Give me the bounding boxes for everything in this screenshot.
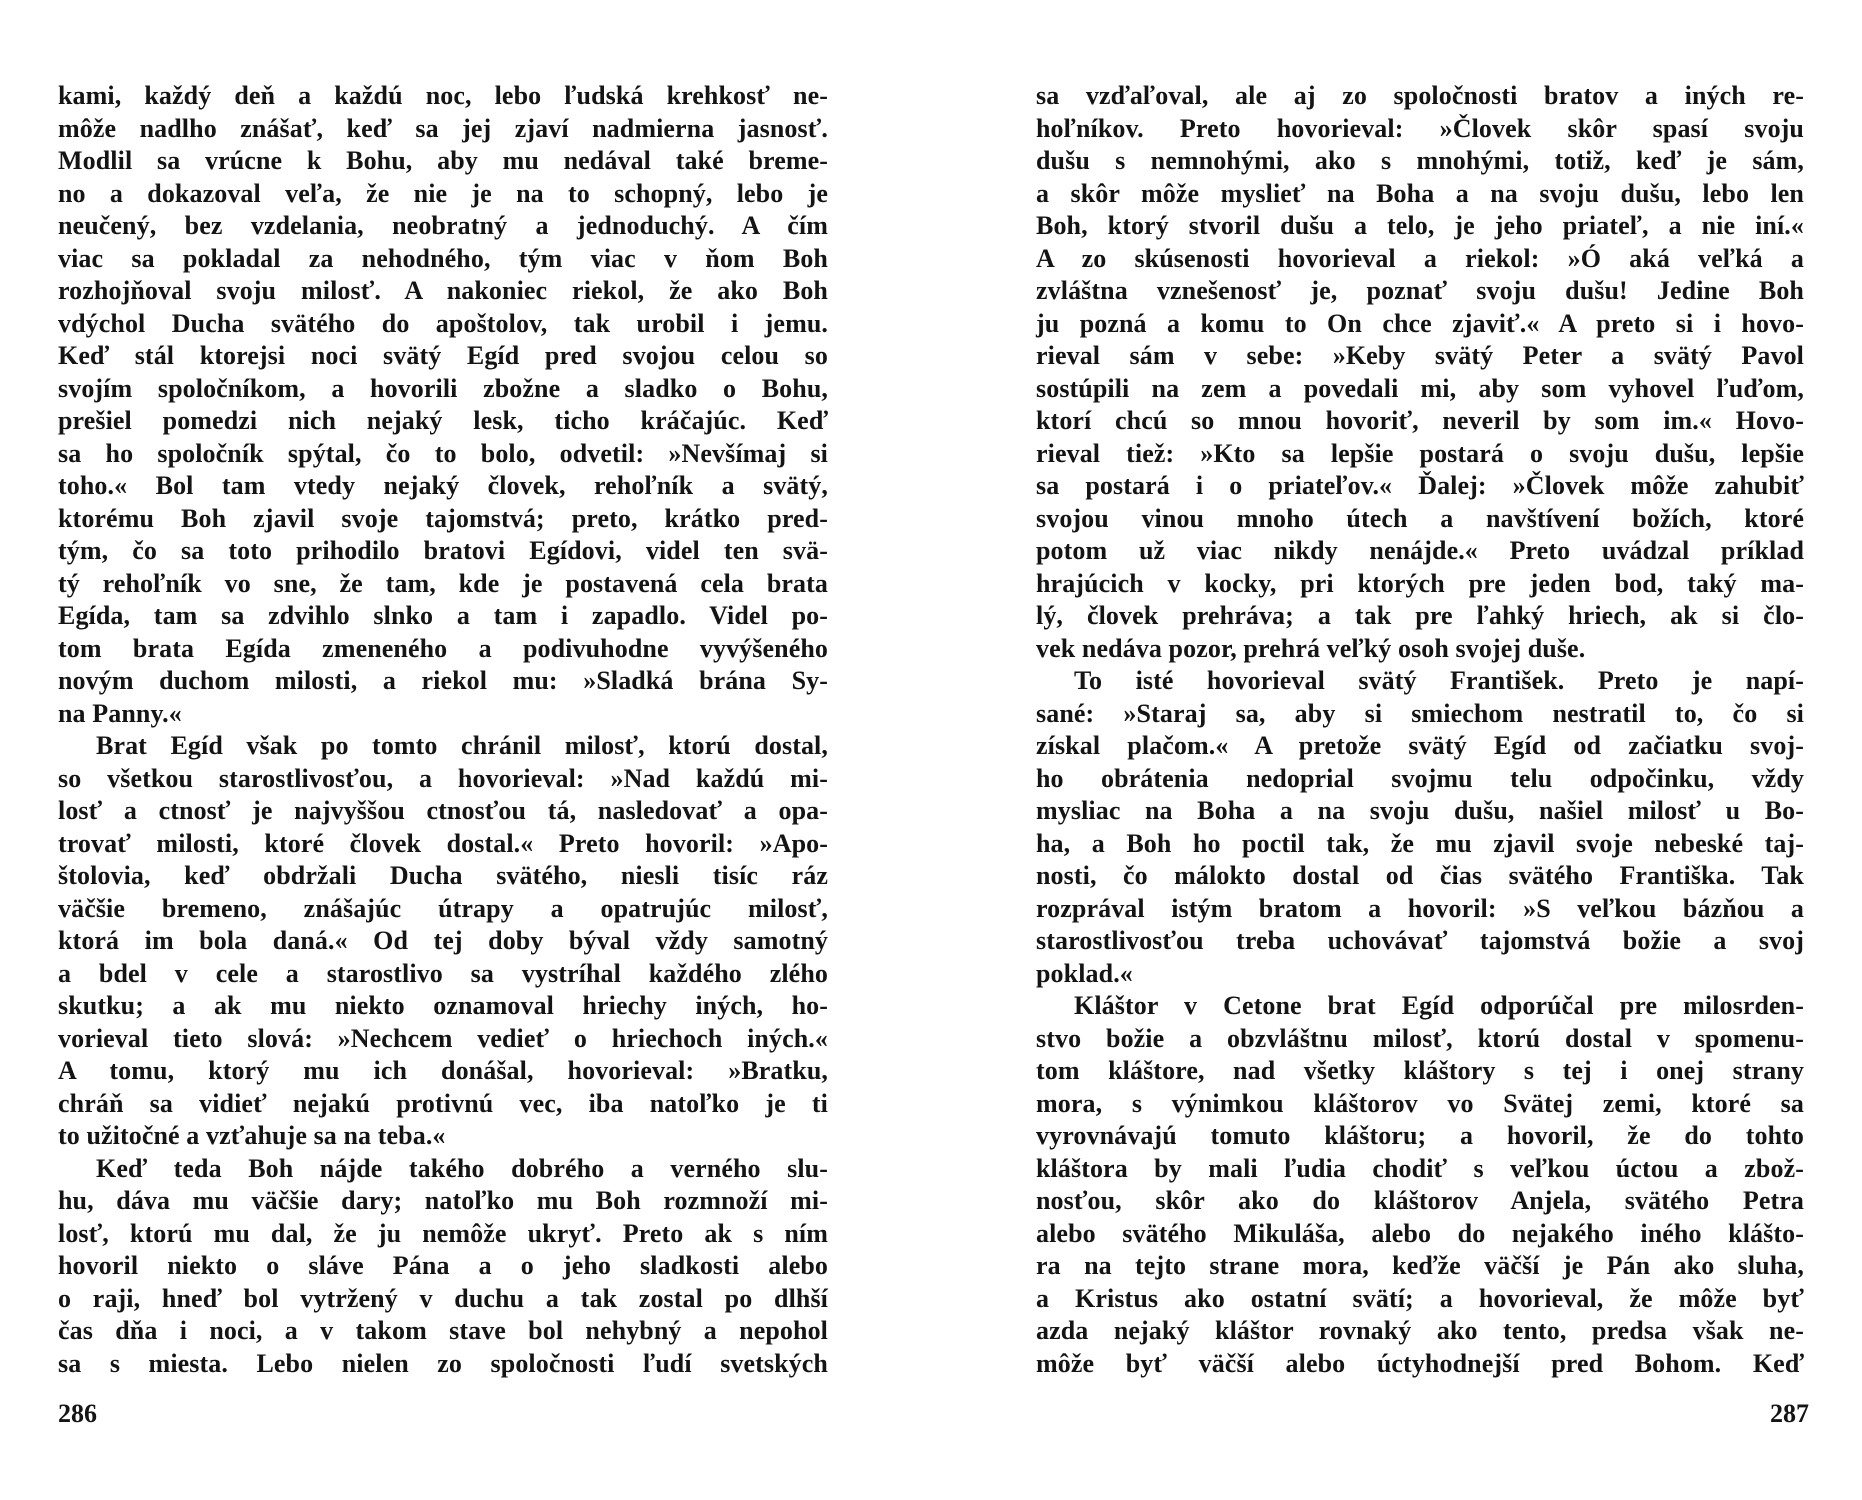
text-line: starostlivosťou treba uchovávať tajomstvá božie a svoj (1036, 926, 1804, 955)
text-line: mysliac na Boha a na svoju dušu, našiel milosť u Bo- (1036, 796, 1804, 825)
text-line: lý, človek prehráva; a tak pre ľahký hriech, ak si člo- (1036, 601, 1804, 630)
text-line: Brat Egíd však po tomto chránil milosť, ktorú dostal, (96, 731, 828, 760)
text-line: o raji, hneď bol vytržený v duchu a tak zostal po dlhší (58, 1283, 828, 1313)
text-line: viac sa pokladal za nehodného, tým viac v ňom Boh (58, 243, 828, 273)
text-line: nosti, čo málokto dostal od čias svätého Františka. Tak (1036, 861, 1804, 890)
text-line: kláštora by mali ľudia chodiť s veľkou úctou a zbož- (1036, 1153, 1804, 1183)
text-line: toho.« Bol tam vtedy nejaký človek, rehoľník a svätý, (58, 471, 828, 500)
text-line: a Kristus ako ostatní svätí; a hovorieval, že môže byť (1036, 1283, 1804, 1313)
text-line: sa ho spoločník spýtal, čo to bolo, odvetil: »Nevšímaj si (58, 438, 828, 468)
text-line: ktorému Boh zjavil svoje tajomstvá; preto, krátko pred- (58, 503, 828, 533)
text-line: väčšie bremeno, znášajúc útrapy a opatrujúc milosť, (58, 893, 828, 923)
text-line: so všetkou starostlivosťou, a hovorieval: »Nad každú mi- (58, 763, 828, 793)
text-line: losť, ktorú mu dal, že ju nemôže ukryť. Preto ak s ním (58, 1218, 828, 1248)
text-line: rozhojňoval svoju milosť. A nakoniec riekol, že ako Boh (58, 276, 828, 305)
text-line: A zo skúsenosti hovorieval a riekol: »Ó aká veľká a (1036, 243, 1804, 273)
text-line: a skôr môže myslieť na Boha a na svoju dušu, lebo len (1036, 178, 1804, 208)
text-line: hrajúcich v kocky, pri ktorých pre jeden bod, taký ma- (1036, 568, 1804, 598)
text-line: na Panny.« (58, 698, 182, 728)
text-line: sa postará i o priateľov.« Ďalej: »Človek môže zahubiť (1036, 471, 1804, 500)
text-line: ho obrátenia nedoprial svojmu telu odpočinku, vždy (1036, 763, 1804, 793)
text-line: To isté hovorieval svätý František. Preto je napí- (1074, 666, 1804, 695)
text-line: mora, s výnimkou kláštorov vo Svätej zemi, ktoré sa (1036, 1088, 1804, 1118)
text-line: Keď teda Boh nájde takého dobrého a verného slu- (96, 1153, 828, 1183)
text-line: vyrovnávajú tomuto kláštoru; a hovoril, že do tohto (1036, 1121, 1804, 1150)
page-number-right: 287 (1770, 1399, 1809, 1428)
text-line: tom kláštore, nad všetky kláštory s tej i onej strany (1036, 1056, 1804, 1085)
text-line: hu, dáva mu väčšie dary; natoľko mu Boh rozmnoží mi- (58, 1186, 828, 1215)
text-line: nosťou, skôr ako do kláštorov Anjela, svätého Petra (1036, 1186, 1804, 1215)
text-line: Egída, tam sa zdvihlo slnko a tam i zapadlo. Videl po- (58, 601, 828, 630)
right-page-text (1036, 80, 1804, 1380)
text-line: sa s miesta. Lebo nielen zo spoločnosti ľudí svetských (58, 1348, 828, 1378)
text-line: môže nadlho znášať, keď sa jej zjaví nadmierna jasnosť. (58, 113, 828, 143)
text-line: rieval tiež: »Kto sa lepšie postará o svoju dušu, lepšie (1036, 438, 1804, 468)
text-line: štolovia, keď obdržali Ducha svätého, niesli tisíc ráz (58, 861, 828, 890)
text-line: trovať milosti, ktoré človek dostal.« Preto hovoril: »Apo- (58, 828, 828, 858)
text-line: dušu s nemnohými, ako s mnohými, totiž, keď je sám, (1036, 146, 1804, 175)
text-line: vorieval tieto slová: »Nechcem vedieť o hriechoch iných.« (58, 1023, 828, 1053)
text-line: azda nejaký kláštor rovnaký ako tento, predsa však ne- (1036, 1316, 1804, 1345)
text-line: sa vzďaľoval, ale aj zo spoločnosti bratov a iných re- (1036, 81, 1804, 110)
text-line: losť a ctnosť je najvyššou ctnosťou tá, nasledovať a opa- (58, 796, 828, 825)
text-line: to užitočné a vzťahuje sa na teba.« (58, 1121, 446, 1150)
text-line: a bdel v cele a starostlivo sa vystríhal každého zlého (58, 958, 828, 988)
text-line: ktorá im bola daná.« Od tej doby býval vždy samotný (58, 926, 828, 955)
text-line: vdýchol Ducha svätého do apoštolov, tak urobil i jemu. (58, 308, 828, 338)
text-line: novým duchom milosti, a riekol mu: »Sladká brána Sy- (58, 666, 828, 695)
text-line: stvo božie a obzvláštnu milosť, ktorú dostal v spomenu- (1036, 1023, 1804, 1053)
text-line: tý rehoľník vo sne, že tam, kde je postavená cela brata (58, 568, 828, 598)
text-line: no a dokazoval veľa, že nie je na to schopný, lebo je (58, 178, 828, 208)
text-line: prešiel pomedzi nich nejaký lesk, ticho kráčajúc. Keď (58, 406, 828, 435)
text-line: Kláštor v Cetone brat Egíd odporúčal pre milosrden- (1074, 991, 1804, 1020)
text-line: môže byť väčší alebo úctyhodnejší pred Bohom. Keď (1036, 1348, 1804, 1378)
text-line: vek nedáva pozor, prehrá veľký osoh svojej duše. (1036, 633, 1586, 663)
text-line: sané: »Staraj sa, aby si smiechom nestratil to, čo si (1036, 698, 1804, 728)
text-line: ra na tejto strane mora, keďže väčší je Pán ako sluha, (1036, 1251, 1804, 1280)
text-line: ju pozná a komu to On chce zjaviť.« A preto si i hovo- (1036, 308, 1804, 338)
text-line: hoľníkov. Preto hovorieval: »Človek skôr spasí svoju (1036, 113, 1804, 143)
left-page-text (58, 80, 828, 1380)
text-line: svojou vinou mnoho útech a navštívení božích, ktoré (1036, 503, 1804, 533)
text-line: zvláštna vznešenosť je, poznať svoju dušu! Jedine Boh (1036, 276, 1804, 305)
text-line: Keď stál ktorejsi noci svätý Egíd pred svojou celou so (58, 341, 828, 370)
text-line: kami, každý deň a každú noc, lebo ľudská krehkosť ne- (58, 81, 828, 110)
text-line: sostúpili na zem a povedali mi, aby som vyhovel ľuďom, (1036, 373, 1804, 403)
text-line: tým, čo sa toto prihodilo bratovi Egídovi, videl ten svä- (58, 536, 828, 565)
text-line: alebo svätého Mikuláša, alebo do nejakého iného klášto- (1036, 1218, 1804, 1248)
text-line: Modlil sa vrúcne k Bohu, aby mu nedával také breme- (58, 146, 828, 175)
text-line: ha, a Boh ho poctil tak, že mu zjavil svoje nebeské taj- (1036, 828, 1804, 858)
text-line: poklad.« (1036, 958, 1133, 988)
text-line: tom brata Egída zmeneného a podivuhodne vyvýšeného (58, 633, 828, 663)
text-line: rozprával istým bratom a hovoril: »S veľkou bázňou a (1036, 893, 1804, 923)
text-line: chráň sa vidieť nejakú protivnú vec, iba natoľko je ti (58, 1088, 828, 1118)
page-number-left: 286 (58, 1399, 97, 1428)
text-line: rieval sám v sebe: »Keby svätý Peter a svätý Pavol (1036, 341, 1804, 370)
text-line: ktorí chcú so mnou hovoriť, neveril by som im.« Hovo- (1036, 406, 1804, 435)
text-line: A tomu, ktorý mu ich donášal, hovorieval: »Bratku, (58, 1056, 828, 1085)
text-line: neučený, bez vzdelania, neobratný a jednoduchý. A čím (58, 211, 828, 240)
text-line: skutku; a ak mu niekto oznamoval hriechy iných, ho- (58, 991, 828, 1020)
text-line: potom už viac nikdy nenájde.« Preto uvádzal príklad (1036, 536, 1804, 565)
text-line: Boh, ktorý stvoril dušu a telo, je jeho priateľ, a nie iní.« (1036, 211, 1804, 240)
text-line: hovoril niekto o sláve Pána a o jeho sladkosti alebo (58, 1251, 828, 1280)
text-line: čas dňa i noci, a v takom stave bol nehybný a nepohol (58, 1316, 828, 1345)
text-line: svojím spoločníkom, a hovorili zbožne a sladko o Bohu, (58, 373, 828, 403)
text-line: získal plačom.« A pretože svätý Egíd od začiatku svoj- (1036, 731, 1804, 760)
